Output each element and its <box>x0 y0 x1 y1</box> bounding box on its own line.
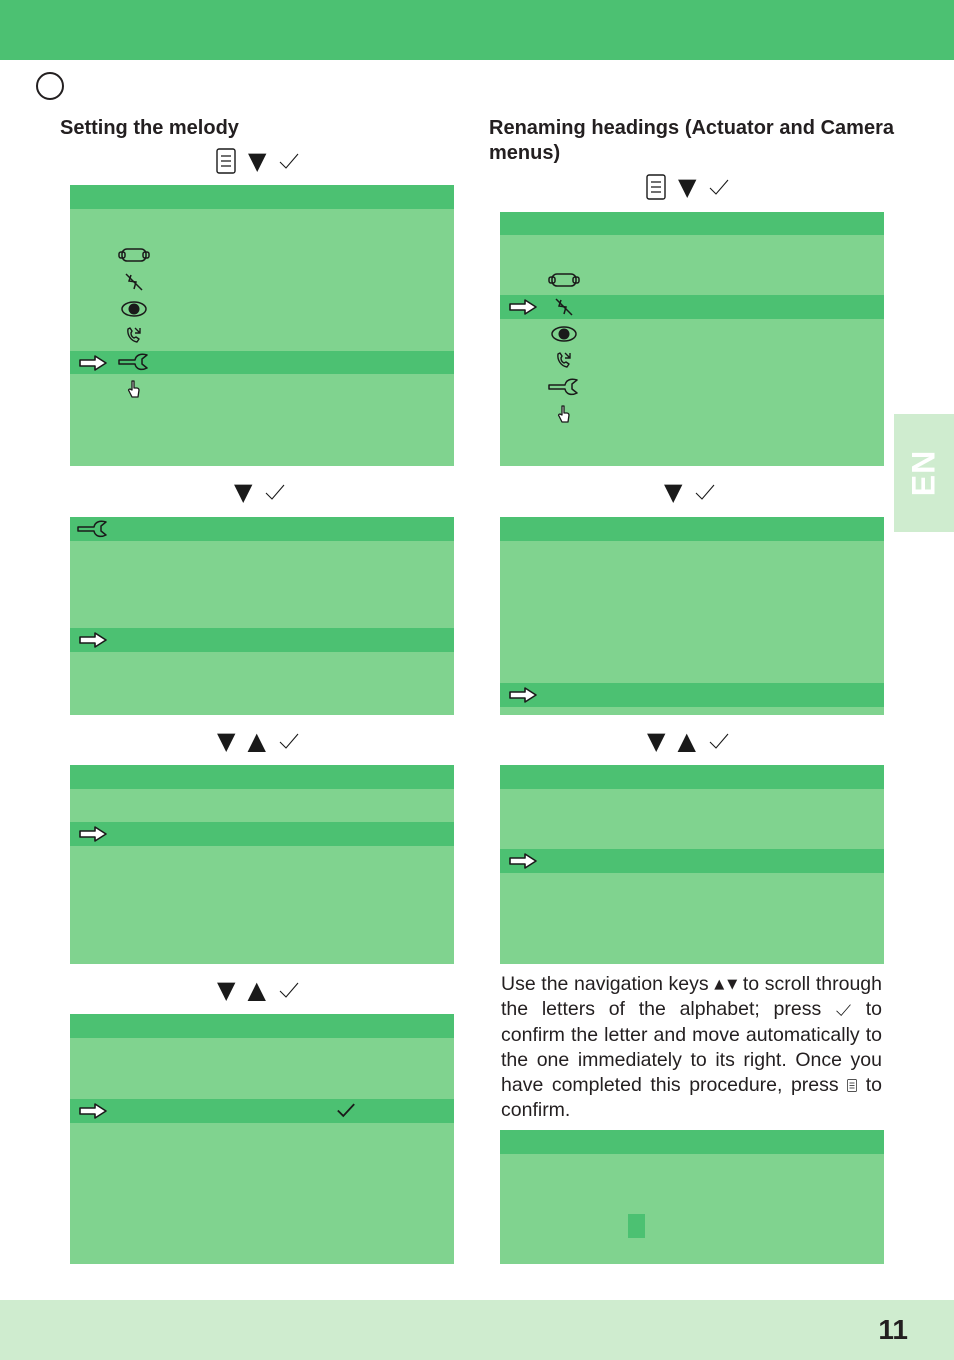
bottom-color-band <box>0 1300 954 1360</box>
down-key-icon: ▼ <box>727 977 738 993</box>
actuator-icon <box>547 296 581 318</box>
wrench-icon <box>117 351 151 373</box>
selection-arrow-icon <box>78 825 108 843</box>
selection-arrow-icon <box>508 686 538 704</box>
selection-arrow-icon <box>78 631 108 649</box>
up-key-icon: ▲ <box>677 727 696 755</box>
text-cursor-block <box>628 1214 645 1238</box>
screen-header-bar <box>70 765 454 789</box>
heading-setting-melody: Setting the melody <box>60 117 239 139</box>
confirm-check-icon <box>835 1003 852 1017</box>
key-sequence-4-left <box>217 975 300 1005</box>
selected-row-bar <box>70 822 454 846</box>
rename-instructions <box>501 972 882 1123</box>
up-key-icon: ▲ <box>247 727 266 755</box>
selection-arrow-icon <box>508 852 538 870</box>
screen-rename-option-right <box>500 765 884 964</box>
screen-header-bar <box>500 517 884 541</box>
wrench-icon <box>76 518 110 540</box>
screen-actuator-list-right <box>500 517 884 715</box>
screen-melody-list-left <box>70 765 454 964</box>
down-key-icon: ▼ <box>234 478 253 506</box>
up-key-icon: ▲ <box>247 976 266 1004</box>
up-key-icon: ▲ <box>714 977 725 993</box>
menu-key-icon <box>847 1079 857 1092</box>
instructions-text-3: to confirm the letter and move automatically to the one immediately to its right. Once you have completed this procedure, press <box>501 998 882 1097</box>
section-circle-marker <box>36 72 64 100</box>
screen-main-menu-left <box>70 185 454 466</box>
confirm-check-icon <box>278 732 300 750</box>
menu-key-icon <box>646 174 666 200</box>
screen-header-bar <box>500 212 884 235</box>
confirm-check-icon <box>264 483 286 501</box>
down-key-icon: ▼ <box>647 727 666 755</box>
selected-row-bar <box>70 1099 454 1123</box>
phone-call-icon <box>117 324 151 346</box>
key-sequence-1-right <box>646 172 730 202</box>
confirm-check-icon <box>694 483 716 501</box>
down-key-icon: ▼ <box>678 173 697 201</box>
down-key-icon: ▼ <box>248 147 267 175</box>
instructions-text-4: to confirm. <box>501 1074 883 1122</box>
key-sequence-2-right <box>664 477 716 507</box>
screen-header-bar <box>70 517 454 541</box>
wrench-icon <box>547 376 581 398</box>
camera-eye-icon <box>547 323 581 345</box>
down-key-icon: ▼ <box>217 976 236 1004</box>
selected-row-bar <box>70 628 454 652</box>
intercom-icon <box>547 269 581 291</box>
screen-rename-editor-right <box>500 1130 884 1264</box>
selection-arrow-icon <box>78 1102 108 1120</box>
key-sequence-1-left <box>216 146 300 176</box>
intercom-icon <box>117 244 151 266</box>
confirm-check-icon <box>708 732 730 750</box>
pointing-hand-icon <box>117 378 151 400</box>
selected-row-bar <box>500 849 884 873</box>
page-number: 11 <box>878 1314 908 1345</box>
screen-header-bar <box>500 765 884 789</box>
selection-arrow-icon <box>508 298 538 316</box>
screen-melody-selected-left <box>70 1014 454 1264</box>
instructions-text-2: to scroll through the letters of the alphabet; press <box>501 973 883 1021</box>
screen-settings-left <box>70 517 454 715</box>
down-key-icon: ▼ <box>217 727 236 755</box>
selected-check-icon <box>336 1102 356 1119</box>
top-color-band <box>0 0 954 60</box>
confirm-check-icon <box>708 178 730 196</box>
heading-renaming-headings: Renaming headings (Actuator and Camera menus) <box>489 117 894 164</box>
down-key-icon: ▼ <box>664 478 683 506</box>
selection-arrow-icon <box>78 354 108 372</box>
screen-header-bar <box>70 1014 454 1038</box>
confirm-check-icon <box>278 981 300 999</box>
screen-header-bar <box>70 185 454 209</box>
key-sequence-3-left <box>217 726 300 756</box>
selected-row-bar <box>500 683 884 707</box>
language-tab-label: EN <box>905 449 942 497</box>
key-sequence-3-right <box>647 726 730 756</box>
phone-call-icon <box>547 349 581 371</box>
screen-main-menu-right <box>500 212 884 466</box>
camera-eye-icon <box>117 298 151 320</box>
confirm-check-icon <box>278 152 300 170</box>
actuator-icon <box>117 271 151 293</box>
screen-header-bar <box>500 1130 884 1154</box>
language-tab <box>894 414 954 532</box>
key-sequence-2-left <box>234 477 286 507</box>
menu-key-icon <box>216 148 236 174</box>
pointing-hand-icon <box>547 403 581 425</box>
instructions-text-1: Use the navigation keys <box>501 973 709 995</box>
